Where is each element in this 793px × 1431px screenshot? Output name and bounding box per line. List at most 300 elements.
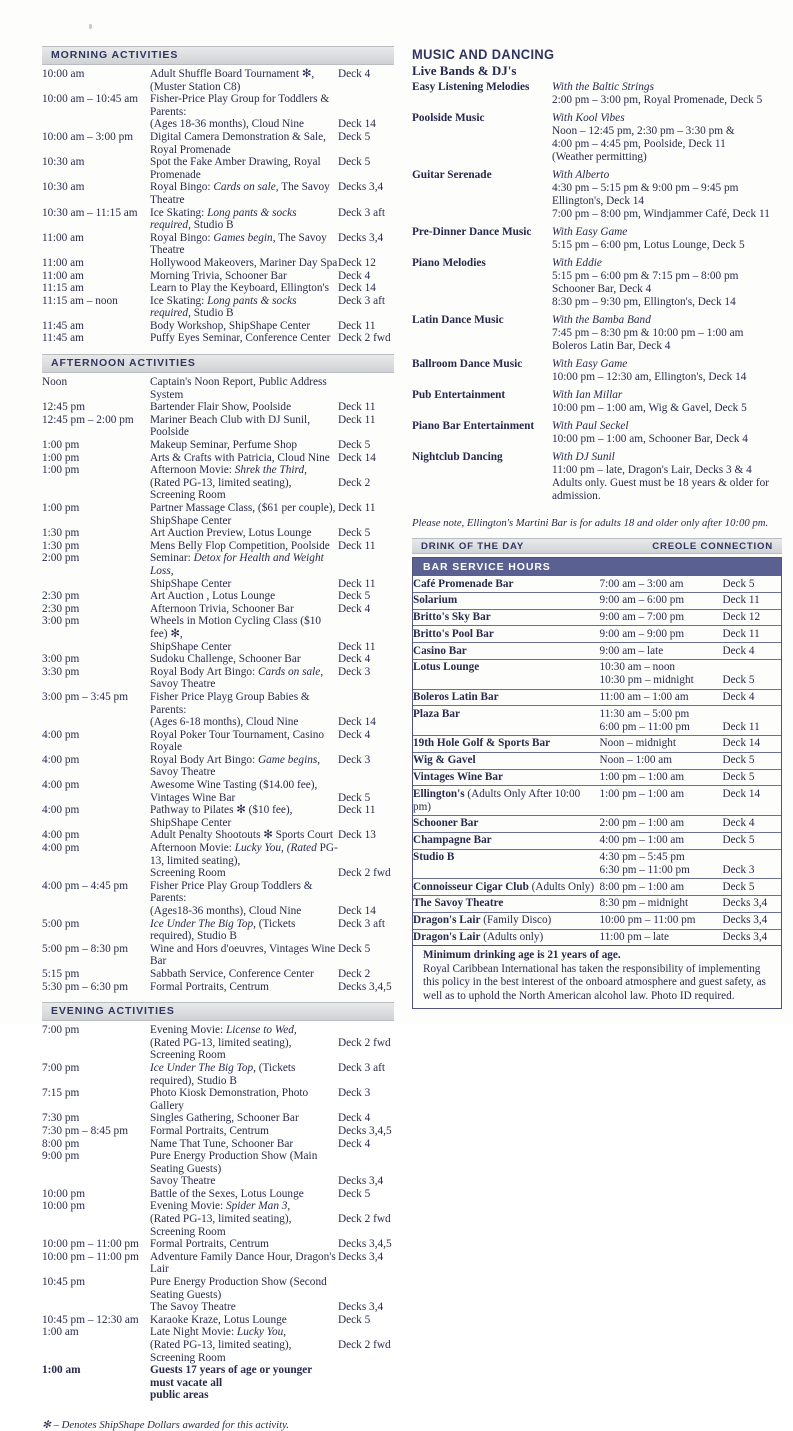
bar-name: Ellington's (Adults Only After 10:00 pm) [413, 786, 600, 816]
activity-deck [338, 1364, 394, 1389]
drinking-age-body: Royal Caribbean International has taken the responsibility of implementing this policy in the best interest of the onboard atmosphere and guest safety, as well as to uphold the North American alcohol law. Photo ID required. [423, 962, 766, 1002]
activity-deck: Deck 11 [338, 640, 376, 653]
music-label: Guitar Serenade [412, 169, 492, 181]
activities-column [42, 46, 394, 1431]
activity-time: 1:00 pm [42, 464, 80, 477]
activity-time [42, 118, 150, 131]
activity-row [42, 332, 394, 345]
music-row [412, 169, 782, 182]
bar-deck: Decks 3,4 [723, 929, 781, 945]
activity-description: Royal Bingo: Games begin, The Savoy Theatre [150, 231, 327, 257]
activity-description: Vintages Wine Bar [150, 791, 236, 804]
activity-deck: Deck 2 [338, 476, 371, 489]
activity-description: (Rated PG-13, limited seating), Screening Room [150, 1213, 292, 1238]
activity-time: 11:15 am [42, 282, 84, 295]
bar-name: Solarium [413, 592, 600, 609]
music-row [412, 138, 782, 151]
activity-deck: Deck 11 [338, 577, 376, 590]
activity-time: 2:30 pm [42, 590, 80, 603]
activity-table [42, 68, 394, 345]
activity-time: 5:15 pm [42, 967, 80, 980]
activity-description: The Savoy Theatre [150, 1301, 236, 1314]
activity-row [42, 1138, 394, 1151]
activity-time: 3:00 pm – 3:45 pm [42, 690, 128, 703]
music-label: Easy Listening Melodies [412, 81, 530, 93]
activity-description: ShipShape Center [150, 640, 232, 653]
bar-hours: 8:30 pm – midnight [600, 895, 723, 912]
bar-hours: 11:00 am – 1:00 am [600, 689, 723, 706]
bar-deck: Deck 5 [723, 879, 781, 896]
music-row [412, 477, 782, 503]
activity-deck [338, 93, 394, 118]
activity-time: 10:30 am [42, 156, 85, 169]
activity-time [42, 1339, 150, 1364]
activity-row [42, 829, 394, 842]
bar-name: Studio B [413, 849, 600, 879]
activity-description: Battle of the Sexes, Lotus Lounge [150, 1187, 304, 1200]
music-label [412, 94, 552, 107]
music-row [412, 389, 782, 402]
activity-row [42, 1389, 394, 1402]
bar-deck: Deck 5 [722, 577, 755, 590]
activity-deck: Deck 5 [338, 130, 371, 143]
bar-name: Plaza Bar [413, 706, 600, 736]
activity-description: Name That Tune, Schooner Bar [150, 1137, 294, 1150]
activity-time [42, 792, 150, 805]
activity-time: 10:00 pm [42, 1187, 85, 1200]
activity-deck: Deck 2 [338, 967, 371, 980]
activity-deck: Decks 3,4 [338, 231, 384, 244]
activity-row [42, 1125, 394, 1138]
activity-time: 10:45 pm [42, 1276, 85, 1289]
music-label [412, 270, 552, 283]
bar-deck: Deck 4 [723, 643, 781, 660]
activity-time: 5:30 pm – 6:30 pm [42, 980, 128, 993]
bar-name: Connoisseur Cigar Club (Adults Only) [413, 879, 600, 896]
activity-deck: Deck 3 [338, 753, 371, 766]
activity-time [42, 1389, 150, 1402]
section-header-afternoon: AFTERNOON ACTIVITIES [42, 354, 394, 373]
activity-row [42, 1175, 394, 1188]
activity-row [42, 295, 394, 320]
activity-table [42, 1024, 394, 1402]
music-detail: 7:45 pm – 8:30 pm & 10:00 pm – 1:00 am [552, 327, 744, 339]
music-row [412, 420, 782, 433]
bar-hours: 1:00 pm – 1:00 am [600, 786, 723, 816]
activity-deck: Deck 14 [338, 451, 376, 464]
music-row [412, 402, 782, 415]
activity-description: Learn to Play the Keyboard, Ellington's [150, 282, 329, 295]
music-row [412, 464, 782, 477]
activity-row [42, 1213, 394, 1238]
bar-hours: 9:00 am – late [600, 643, 723, 660]
activity-deck: Deck 2 fwd [338, 332, 391, 345]
activity-row [42, 1314, 394, 1327]
activity-description: Fisher Price Playg Group Babies & Parents: [150, 690, 310, 716]
activity-deck: Deck 5 [338, 527, 371, 540]
bar-row [413, 769, 781, 786]
bar-hours: 9:00 am – 7:00 pm [600, 609, 723, 626]
activity-description: Seminar: Detox for Health and Weight Loss, [150, 552, 324, 577]
music-label [412, 182, 552, 195]
activity-description: Savoy Theatre [150, 1175, 216, 1188]
bar-hours: 7:00 am – 3:00 am [599, 577, 684, 590]
activity-deck [338, 615, 394, 640]
activity-time: 5:00 pm [42, 917, 80, 930]
section-header-morning: MORNING ACTIVITIES [42, 46, 394, 65]
activity-time: 1:00 pm [42, 439, 80, 452]
activity-deck: Deck 13 [338, 829, 376, 842]
shipshape-footnote: ✻ – Denotes ShipShape Dollars awarded for this activity. [42, 1418, 289, 1431]
activity-time: 7:30 pm [42, 1112, 80, 1125]
activity-row [42, 401, 394, 414]
activity-row [42, 1112, 394, 1125]
bar-row [413, 735, 781, 752]
activity-row [42, 527, 394, 540]
bar-name: Dragon's Lair (Family Disco) [413, 912, 600, 929]
activity-description: Bartender Flair Show, Poolside [150, 401, 292, 414]
drinking-age-policy [413, 945, 781, 1008]
music-label: Ballroom Dance Music [412, 358, 523, 370]
activity-deck: Deck 4 [338, 269, 371, 282]
bar-name: Britto's Pool Bar [413, 626, 600, 643]
activity-row [42, 918, 394, 943]
activity-time: 11:00 am [42, 231, 84, 244]
activity-deck: Decks 3,4,5 [338, 1124, 392, 1137]
activity-deck [338, 1200, 394, 1213]
activity-deck: Deck 14 [338, 282, 376, 295]
activity-time: 4:00 pm [42, 728, 80, 741]
bar-name: Lotus Lounge [413, 659, 600, 689]
activity-deck [338, 1389, 394, 1402]
bar-deck: Deck 11 [723, 626, 781, 643]
activity-row [42, 1339, 394, 1364]
activity-row [42, 666, 394, 691]
activity-row [42, 1087, 394, 1112]
music-label: Piano Bar Entertainment [412, 420, 535, 432]
activity-deck: Deck 4 [338, 653, 371, 666]
activity-row [42, 207, 394, 232]
activity-deck [338, 842, 394, 867]
activity-deck: Decks 3,4,5 [338, 980, 392, 993]
activity-row [42, 1150, 394, 1175]
drink-of-the-day-band [412, 538, 782, 554]
music-detail: Noon – 12:45 pm, 2:30 pm – 3:30 pm & [552, 125, 735, 137]
music-label: Pub Entertainment [412, 389, 506, 401]
activity-row [42, 1037, 394, 1062]
activity-row [42, 716, 394, 729]
activity-row [42, 905, 394, 918]
bar-name: Boleros Latin Bar [413, 689, 600, 706]
activity-description: Fisher Price Play Group Toddlers & Parents: [150, 879, 313, 905]
activity-time [42, 716, 150, 729]
activity-deck: Deck 11 [338, 401, 376, 414]
bar-name: Café Promenade Bar [413, 577, 514, 590]
activity-deck: Deck 2 fwd [338, 1339, 391, 1351]
activity-deck: Deck 14 [338, 905, 376, 917]
activity-row [42, 118, 394, 131]
music-row [412, 125, 782, 138]
activity-description: Mens Belly Flop Competition, Poolside [150, 539, 330, 552]
music-row [412, 151, 782, 164]
bar-row [413, 895, 781, 912]
bar-hours: 1:00 pm – 1:00 am [600, 769, 723, 786]
activity-time: 1:00 pm [42, 502, 80, 514]
activity-row [42, 1276, 394, 1301]
activity-deck: Decks 3,4 [338, 1301, 384, 1314]
activity-row [42, 156, 394, 181]
activity-time: 4:00 pm [42, 829, 80, 842]
activity-description: Afternoon Trivia, Schooner Bar [150, 602, 294, 615]
drink-of-the-day-label: DRINK OF THE DAY [421, 541, 525, 552]
music-detail: With the Bamba Band [552, 314, 651, 326]
activity-row [42, 282, 394, 295]
activity-deck [338, 1276, 394, 1301]
activity-deck: Deck 4 [338, 728, 371, 741]
music-detail: With Ian Millar [552, 389, 623, 401]
activity-time: 2:00 pm [42, 552, 80, 565]
bar-name: Casino Bar [413, 643, 600, 660]
music-row [412, 327, 782, 340]
music-label [412, 138, 552, 151]
music-detail: 8:30 pm – 9:30 pm, Ellington's, Deck 14 [552, 296, 736, 308]
activity-time: 4:00 pm [42, 842, 80, 855]
bar-row [413, 592, 781, 609]
activity-row [42, 552, 394, 577]
activity-description: (Ages 18-36 months), Cloud Nine [150, 118, 305, 131]
activity-deck: Deck 5 [338, 590, 371, 603]
activity-row [42, 68, 394, 93]
activity-row [42, 181, 394, 206]
activity-deck: Deck 2 fwd [338, 867, 391, 880]
bar-deck: Deck 4 [723, 689, 781, 706]
activity-time: 4:00 pm [42, 753, 80, 766]
activity-deck [338, 691, 394, 716]
music-row [412, 314, 782, 327]
activity-description: Art Auction Preview, Lotus Lounge [150, 527, 312, 540]
activity-description: Ice Skating: Long pants & socks required, Studio B [150, 206, 297, 232]
music-label: Poolside Music [412, 112, 485, 124]
activity-description: Formal Portraits, Centrum [150, 1238, 269, 1251]
section-header-evening: EVENING ACTIVITIES [42, 1002, 394, 1021]
activity-description: Evening Movie: Spider Man 3, [150, 1200, 291, 1213]
activity-row [42, 1188, 394, 1201]
activity-deck [338, 1326, 394, 1339]
bar-hours: 9:00 am – 6:00 pm [600, 592, 723, 609]
music-schedule-table [412, 81, 782, 503]
activity-description: Art Auction , Lotus Lounge [150, 590, 276, 603]
activity-description: Makeup Seminar, Perfume Shop [150, 439, 298, 452]
music-detail: With Alberto [552, 169, 610, 181]
activity-row [42, 615, 394, 640]
music-row [412, 358, 782, 371]
activity-row [42, 1062, 394, 1087]
activity-deck: Deck 2 fwd [338, 1036, 391, 1049]
bar-row [413, 929, 781, 945]
activity-description: public areas [150, 1389, 209, 1402]
activity-row [42, 270, 394, 283]
activity-description: Fisher-Price Play Group for Toddlers & Parents: [150, 93, 330, 118]
music-row [412, 451, 782, 464]
activity-time: 7:30 pm – 8:45 pm [42, 1124, 128, 1137]
bar-row [413, 849, 781, 879]
bar-deck: Deck 3 [723, 849, 781, 879]
activity-description: Sabbath Service, Conference Center [150, 967, 314, 980]
activity-deck: Deck 5 [338, 439, 371, 452]
music-label [412, 477, 552, 503]
activity-deck: Decks 3,4 [338, 1175, 384, 1188]
bar-name: Schooner Bar [413, 815, 600, 832]
music-and-bars-column [412, 46, 782, 1009]
music-label: Piano Melodies [412, 257, 486, 269]
bar-row [413, 752, 781, 769]
activity-description: Pure Energy Production Show (Second Seating Guests) [150, 1276, 327, 1301]
activity-deck: Deck 4 [338, 602, 371, 615]
activity-description: Karaoke Kraze, Lotus Lounge [150, 1313, 287, 1326]
activity-time: 11:00 am [42, 269, 84, 282]
music-row [412, 270, 782, 283]
music-detail: 7:00 pm – 8:00 pm, Windjammer Café, Deck 11 [552, 208, 770, 220]
activity-deck: Deck 5 [338, 1313, 371, 1326]
music-detail: 11:00 pm – late, Dragon's Lair, Decks 3 & 4 [552, 464, 752, 476]
activity-deck: Deck 14 [338, 716, 376, 729]
activity-description: Late Night Movie: Lucky You, [150, 1326, 287, 1339]
music-label [412, 371, 552, 384]
bar-deck: Deck 5 [723, 832, 781, 849]
activity-description: Royal Body Art Bingo: Game begins, Savoy Theatre [150, 753, 321, 779]
drink-of-the-day-value: CREOLE CONNECTION [652, 541, 773, 552]
activity-time: 10:00 pm – 11:00 pm [42, 1250, 139, 1263]
activity-row [42, 804, 394, 829]
bar-deck: Deck 11 [723, 706, 781, 736]
activity-row [42, 439, 394, 452]
music-row [412, 371, 782, 384]
bar-deck: Decks 3,4 [723, 895, 781, 912]
activity-deck [338, 880, 394, 905]
music-detail: 10:00 pm – 1:00 am, Wig & Gavel, Deck 5 [552, 402, 747, 414]
activity-time [42, 867, 150, 880]
bar-hours: Noon – 1:00 am [600, 752, 723, 769]
activity-description: Singles Gathering, Schooner Bar [150, 1112, 299, 1125]
activity-row [42, 414, 394, 439]
activity-row [42, 1301, 394, 1314]
activity-time [42, 578, 150, 591]
activity-deck: Decks 3,4 [338, 181, 384, 194]
music-label [412, 464, 552, 477]
bar-deck: Deck 14 [723, 786, 781, 816]
bar-row [413, 879, 781, 896]
bar-name: The Savoy Theatre [413, 895, 600, 912]
music-row [412, 296, 782, 309]
martini-bar-note: Please note, Ellington's Martini Bar is for adults 18 and older only after 10:00 pm. [412, 517, 769, 529]
activity-time: 7:00 pm [42, 1061, 80, 1074]
activity-deck [338, 464, 394, 477]
activity-row [42, 502, 394, 527]
music-row [412, 182, 782, 195]
music-detail: Schooner Bar, Deck 4 [552, 283, 652, 295]
activity-description: Body Workshop, ShipShape Center [150, 319, 311, 332]
activity-time: 10:00 pm – 11:00 pm [42, 1238, 139, 1251]
music-detail: With Easy Game [552, 226, 628, 238]
bar-name: Champagne Bar [413, 832, 600, 849]
activity-row [42, 477, 394, 502]
activity-description: Screening Room [150, 867, 226, 880]
bar-hours: 9:00 am – 9:00 pm [600, 626, 723, 643]
music-label [412, 327, 552, 340]
activity-time: 4:00 pm [42, 779, 80, 792]
music-detail: 2:00 pm – 3:00 pm, Royal Promenade, Deck 5 [552, 94, 763, 106]
bar-name: Vintages Wine Bar [413, 769, 600, 786]
activity-deck [338, 552, 394, 577]
bar-deck: Decks 3,4 [723, 912, 781, 929]
bar-row [413, 626, 781, 643]
activity-row [42, 464, 394, 477]
activity-deck: Deck 5 [338, 942, 371, 955]
activity-row [42, 578, 394, 591]
activity-row [42, 257, 394, 270]
activity-time: 10:00 am – 3:00 pm [42, 130, 133, 143]
activity-time: 3:30 pm [42, 665, 80, 678]
activity-description: Arts & Crafts with Patricia, Cloud Nine [150, 451, 330, 464]
bar-row [413, 832, 781, 849]
activity-description: Adult Penalty Shootouts ✻ Sports Court [150, 829, 334, 842]
activity-description: Wheels in Motion Cycling Class ($10 fee) ✻, [150, 615, 322, 640]
activity-description: (Rated PG-13, limited seating), Screening Room [150, 476, 292, 502]
activity-description: Morning Trivia, Schooner Bar [150, 269, 287, 282]
bar-hours: 4:30 pm – 5:45 pm 6:30 pm – 11:00 pm [600, 849, 723, 879]
activity-deck: Deck 2 fwd [338, 1213, 391, 1226]
activity-description: Formal Portraits, Centrum [150, 980, 269, 993]
activity-time: 4:00 pm [42, 804, 80, 817]
activity-description: Digital Camera Demonstration & Sale, Royal Promenade [150, 130, 327, 156]
bar-name: Britto's Sky Bar [413, 609, 600, 626]
bar-row [413, 689, 781, 706]
music-detail: 10:00 pm – 1:00 am, Schooner Bar, Deck 4 [552, 433, 748, 445]
activity-row [42, 981, 394, 994]
activity-row [42, 641, 394, 654]
activity-deck: Decks 3,4,5 [338, 1238, 392, 1251]
activity-row [42, 943, 394, 968]
activity-description: Wine and Hors d'oeuvres, Vintages Wine Bar [150, 942, 336, 968]
activity-deck: Deck 3 aft [338, 1061, 386, 1074]
bar-name: Wig & Gavel [413, 752, 600, 769]
activity-description: Hollywood Makeovers, Mariner Day Spa [150, 256, 338, 269]
activity-description: Adventure Family Dance Hour, Dragon's Lair [150, 1250, 336, 1276]
activity-row [42, 729, 394, 754]
activity-time: Noon [42, 376, 68, 389]
music-detail: With Eddie [552, 257, 602, 269]
bar-row [413, 706, 781, 736]
activity-time: 10:45 pm – 12:30 am [42, 1313, 139, 1326]
activity-row [42, 452, 394, 465]
activity-description: Guests 17 years of age or younger must vacate all [150, 1364, 313, 1389]
activity-description: Ice Skating: Long pants & socks required, Studio B [150, 294, 297, 320]
music-row [412, 257, 782, 270]
music-detail: 10:00 pm – 12:30 am, Ellington's, Deck 14 [552, 371, 747, 383]
music-row [412, 283, 782, 296]
music-detail: With Paul Seckel [552, 420, 629, 432]
bar-service-hours-header: BAR SERVICE HOURS [413, 557, 781, 576]
activity-deck: Deck 3 aft [338, 294, 386, 307]
music-row [412, 94, 782, 107]
activity-time: 3:00 pm [42, 653, 80, 666]
bar-hours: 10:30 am – noon 10:30 pm – midnight [600, 659, 723, 689]
activity-description: Evening Movie: License to Wed, [150, 1024, 297, 1037]
music-label [412, 296, 552, 309]
activity-time [42, 477, 150, 502]
activity-deck: Deck 3 [338, 665, 371, 678]
activity-deck: Decks 3,4 [338, 1250, 384, 1263]
